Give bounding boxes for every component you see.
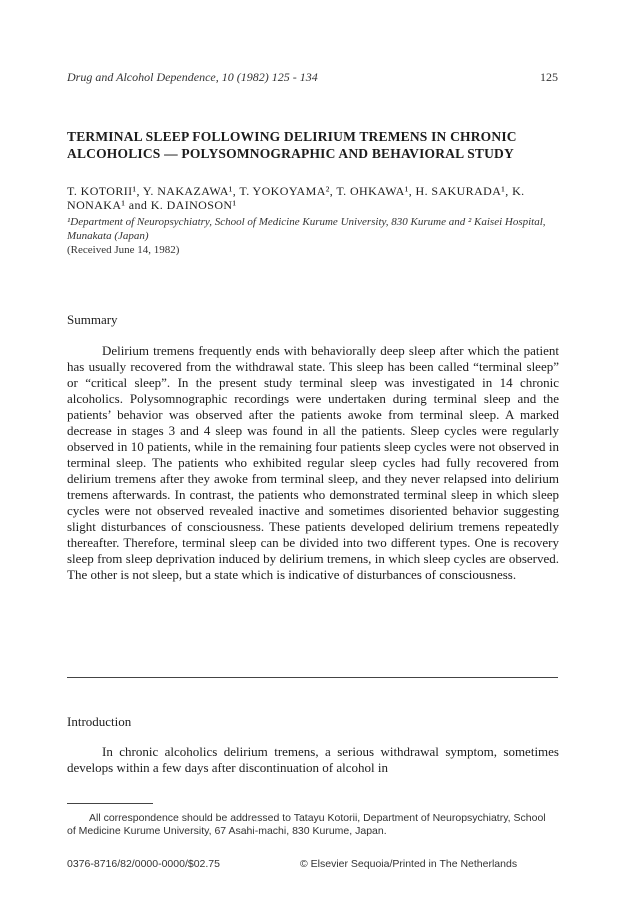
section-divider [67, 677, 558, 678]
affiliation: ¹Department of Neuropsychiatry, School of Medicine Kurume University, 830 Kurume and ² Kaisei Hospital, Munakata (Japan) [67, 216, 546, 242]
introduction-body: In chronic alcoholics delirium tremens, a serious withdrawal symptom, sometimes develops within a few days after discontinuation of alcohol in [67, 744, 559, 775]
received-date: (Received June 14, 1982) [67, 244, 180, 256]
publisher-notice: © Elsevier Sequoia/Printed in The Netherlands [300, 858, 518, 870]
article-title: TERMINAL SLEEP FOLLOWING DELIRIUM TREMENS IN CHRONIC ALCOHOLICS — POLYSOMNOGRAPHIC AND BEHAVIORAL STUDY [67, 129, 517, 161]
issn-code: 0376-8716/82/0000-0000/$02.75 [67, 858, 220, 870]
summary-heading: Summary [67, 312, 118, 327]
correspondence-footnote: All correspondence should be addressed to Tatayu Kotorii, Department of Neuropsychiatry, School of Medicine Kurume University, 67 Asahi-machi, 830 Kurume, Japan. [67, 812, 546, 837]
introduction-heading: Introduction [67, 714, 132, 729]
author-list: T. KOTORII¹, Y. NAKAZAWA¹, T. YOKOYAMA², T. OHKAWA¹, H. SAKURADA¹, K. NONAKA¹ and K. DAINOSON¹ [67, 184, 525, 212]
journal-citation: Drug and Alcohol Dependence, 10 (1982) 125 - 134 [67, 70, 318, 84]
page-number: 125 [540, 70, 558, 84]
summary-body: Delirium tremens frequently ends with behaviorally deep sleep after which the patient has usually recovered from the withdrawal state. This sleep has been called “terminal sleep” or “critical sleep”. In the present study terminal sleep was investigated in 14 chronic alcoholics. Polysomnographic recordings were undertaken during terminal sleep and the patients’ behavior was observed after the patients awoke from terminal sleep. A marked decrease in stages 3 and 4 sleep was found in all the patients. Sleep cycles were regularly observed in 10 patients, while in the remaining four patients sleep cycles were not observed in terminal sleep. The patients who exhibited regular sleep cycles had fully recovered from delirium tremens after they awoke from terminal sleep, and they never relapsed into delirium tremens afterwards. In contrast, the patients who demonstrated terminal sleep in which sleep cycles were not observed revealed inactive and sometimes disoriented behavior suggesting slight disturbances of consciousness. These patients developed delirium tremens repeatedly thereafter. Therefore, terminal sleep can be divided into two different types. One is recovery sleep from sleep deprivation induced by delirium tremens, in which sleep cycles are observed. The other is not sleep, but a state which is indicative of disturbances of consciousness. [67, 343, 559, 582]
footnote-divider [67, 803, 153, 804]
